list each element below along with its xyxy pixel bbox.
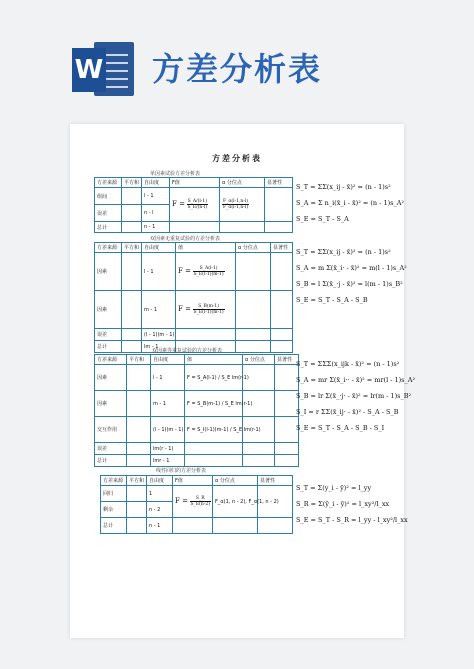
table4-header: 显著性 (258, 476, 293, 486)
formula-sa: S_A = Σ n_i(x̄_i - x̄)² = (n - 1)s_A² (296, 199, 405, 207)
table2-cell: l - 1 (142, 253, 176, 291)
table4-cell: n - 2 (147, 502, 173, 518)
table1-formulas (296, 179, 405, 227)
table3-header: 自由度 (151, 355, 185, 365)
table1-cell (122, 188, 142, 205)
formula-se: S_E = S_T - S_A (296, 215, 349, 223)
table3-f1: F = S_A(l-1) / S_E lm(r-1) (185, 365, 243, 391)
table2-cell (122, 253, 142, 291)
formula-sr: S_R = Σ(ŷ_i - ȳ)² = l_xy²/l_xx (296, 500, 390, 508)
table4-header: 平方和 (127, 476, 147, 486)
table3-caption: 双因素等重复试验的方差分析表 (152, 348, 223, 354)
table4-f-value: F = $\frac{S\_R}{S\_E(n-2)}$ (173, 486, 213, 518)
table4-cell: 剩余 (101, 502, 127, 518)
table2-cell: 因素 (95, 253, 122, 291)
formula-se: S_E = S_T - S_R = l_yy - l_xy²/l_xx (296, 516, 408, 524)
table3-formulas (296, 356, 416, 436)
table1-header: 平方和 (122, 178, 142, 188)
table1-cell: n - 1 (142, 222, 170, 233)
table3-header: 值 (185, 355, 243, 365)
table4-quantile: F_α(1, n - 2), F_α(1, n - 2) (213, 486, 258, 518)
formula-se: S_E = S_T - S_A - S_B (296, 296, 368, 304)
formula-st: S_T = Σ(y_i - ȳ)² = l_yy (296, 484, 372, 492)
table1-cell: l - 1 (142, 188, 170, 205)
table3-cell: 因素 (95, 365, 127, 391)
table1-cell: 误差 (95, 205, 122, 222)
table3 (94, 354, 299, 467)
table3-header: 显著性 (275, 355, 299, 365)
table1-cell (122, 205, 142, 222)
table2-cell: 总计 (95, 341, 122, 353)
formula-st: S_T = ΣΣ(x_ij - x̄)² = (n - 1)s² (296, 183, 391, 191)
document-title: 方差分析表 (212, 153, 262, 163)
table2-cell (122, 341, 142, 353)
table4-cell (127, 486, 147, 502)
table3-cell (127, 365, 151, 391)
table1-f-value: F = $\frac{S\_A/(l-1)}{S\_E/(n-l)}$ (170, 188, 220, 222)
word-logo-icon: W (72, 34, 138, 100)
table3-cell (127, 443, 151, 455)
table3-cell: 误差 (95, 443, 127, 455)
table2-cell: lm - 1 (142, 341, 176, 353)
table3-f2: F = S_B(m-1) / S_E lm(r-1) (185, 391, 243, 417)
table4-cell (127, 518, 147, 534)
table4-cell: n - 1 (147, 518, 173, 534)
table3-cell: 交互作用 (95, 417, 127, 443)
table4-caption: 线性回归的方差分析表 (156, 468, 207, 474)
table4-header: 自由度 (147, 476, 173, 486)
formula-se: S_E = S_T - S_A - S_B - S_I (296, 424, 385, 432)
formula-sa: S_A = m Σ(x̄_i· - x̄)² = m(l - 1)s_A² (296, 264, 407, 272)
table2-caption: 双因素无重复试验的方差分析表 (150, 236, 221, 242)
table3-cell: (l - 1)(m - 1) (151, 417, 185, 443)
table1-cell: n - l (142, 205, 170, 222)
table2-cell (122, 329, 142, 341)
formula-st: S_T = ΣΣΣ(x_ijk - x̄)² = (n - 1)s² (296, 360, 400, 368)
table2-cell (122, 291, 142, 329)
table3-header: 平方和 (127, 355, 151, 365)
table2-cell: 因素 (95, 291, 122, 329)
table2-header: 值 (176, 243, 236, 253)
page-title: 方差分析表 (152, 50, 323, 88)
table1 (94, 177, 293, 233)
table3-cell: 总计 (95, 455, 127, 467)
table1-cell (122, 222, 142, 233)
table2-header: 平方和 (122, 243, 142, 253)
table4 (100, 475, 293, 534)
table3-cell (127, 417, 151, 443)
table3-cell: m - 1 (151, 391, 185, 417)
table1-cell: 组间 (95, 188, 122, 205)
table2-formulas (296, 244, 407, 308)
table3-cell (127, 391, 151, 417)
table3-f3: F = S_I(l-1)(m-1) / S_E lm(r-1) (185, 417, 243, 443)
table2-header: 自由度 (142, 243, 176, 253)
table1-header: α 分位点 (220, 178, 265, 188)
page-header (0, 0, 474, 120)
table1-header: 自由度 (142, 178, 170, 188)
table3-header: 方差来源 (95, 355, 127, 365)
table3-cell: lm(r - 1) (151, 443, 185, 455)
table4-cell: 回归 (101, 486, 127, 502)
table1-header: 显著性 (265, 178, 293, 188)
table2-cell: 误差 (95, 329, 122, 341)
table4-cell: 总计 (101, 518, 127, 534)
table2-f2: F = $\frac{S\_B(m-1)}{S\_E(l-1)(m-1)}$ (176, 291, 236, 329)
table4-cell (127, 502, 147, 518)
table1-header: F值 (170, 178, 220, 188)
table2-cell: m - 1 (142, 291, 176, 329)
formula-sb: S_B = l Σ(x̄_·j - x̄)² = l(m - 1)s_B² (296, 280, 403, 288)
table4-formulas (296, 480, 408, 528)
formula-si: S_I = r ΣΣ(x̄_ij· - x̄)² - S_A - S_B (296, 408, 399, 416)
document-page (70, 124, 416, 638)
table4-header: α 分位点 (213, 476, 258, 486)
table3-header: α 分位点 (243, 355, 275, 365)
table2 (94, 242, 293, 353)
table2-cell: (l - 1)(m - 1) (142, 329, 176, 341)
table2-header: α 分位点 (236, 243, 271, 253)
formula-sa: S_A = mr Σ(x̄_i·· - x̄)² = mr(l - 1)s_A² (296, 376, 416, 384)
table3-cell (127, 455, 151, 467)
table4-header: 方差来源 (101, 476, 127, 486)
table3-cell: 因素 (95, 391, 127, 417)
table1-header: 方差来源 (95, 178, 122, 188)
table4-header: F值 (173, 476, 213, 486)
table4-cell: 1 (147, 486, 173, 502)
table2-f1: F = $\frac{S\_A(l-1)}{S\_E(l-1)(m-1)}$ (176, 253, 236, 291)
table2-header: 显著性 (271, 243, 293, 253)
table3-cell: l - 1 (151, 365, 185, 391)
formula-st: S_T = ΣΣ(x_ij - x̄)² = (n - 1)s² (296, 248, 391, 256)
table3-cell: lmr - 1 (151, 455, 185, 467)
table1-caption: 单因素试验方差分析表 (150, 171, 201, 177)
table1-cell: 总计 (95, 222, 122, 233)
formula-sb: S_B = lr Σ(x̄_·j· - x̄)² = lr(m - 1)s_B² (296, 392, 412, 400)
table2-header: 方差来源 (95, 243, 122, 253)
table1-quantile: $\frac{F\_\alpha(l-1,n-l)}{F\_\alpha(l-1,n-l)}$ (220, 188, 265, 222)
